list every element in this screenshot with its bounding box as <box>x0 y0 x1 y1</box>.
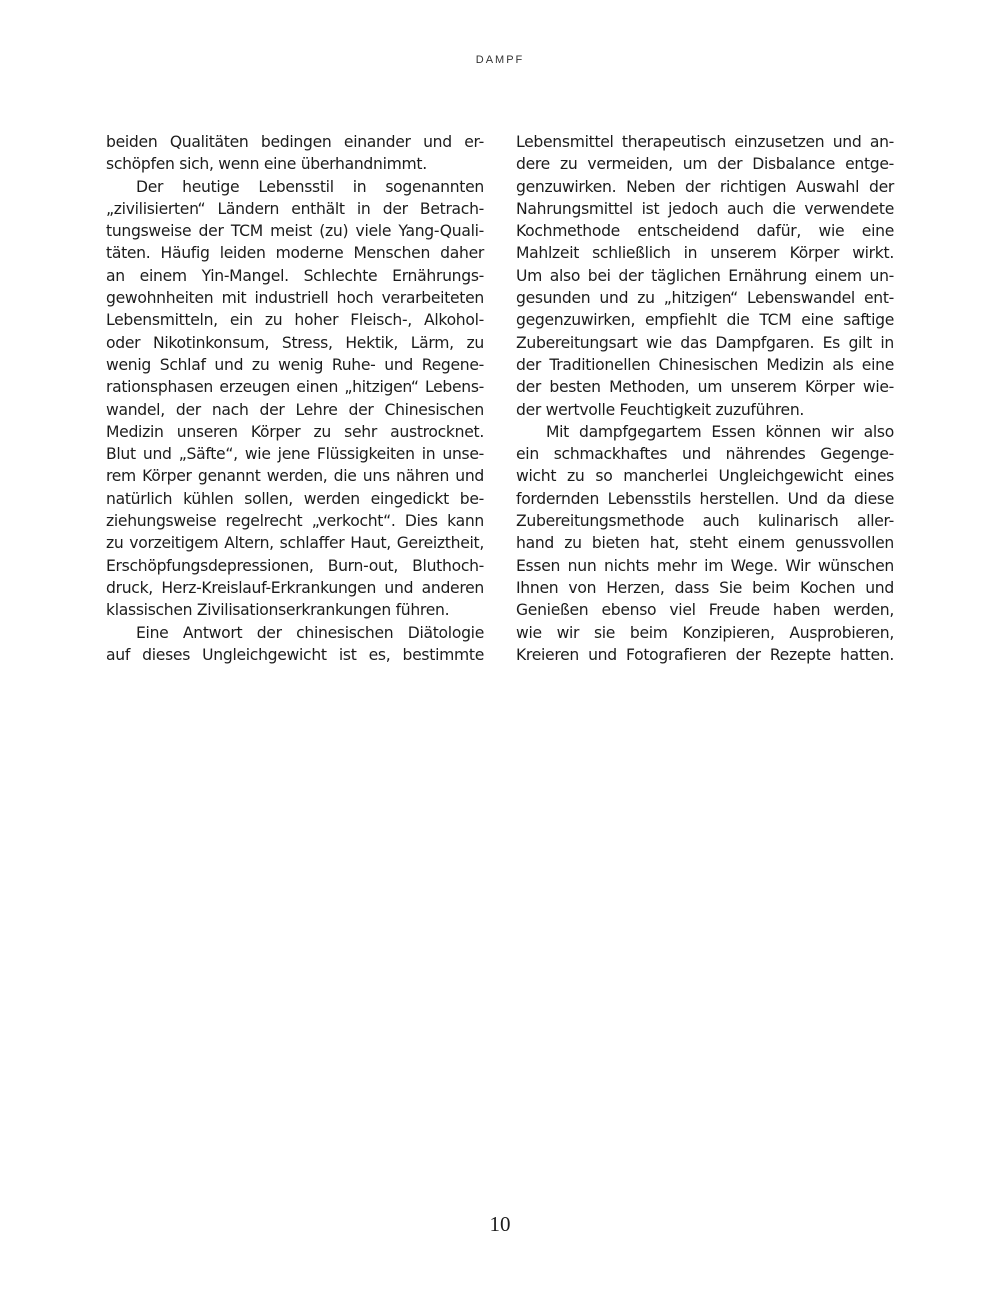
text-line: tungsweise der TCM meist (zu) viele Yang-Quali- <box>106 222 484 241</box>
page-number: 10 <box>489 1212 511 1236</box>
text-line: Zubereitungsart wie das Dampfgaren. Es gilt in <box>516 333 894 352</box>
text-line: Essen nun nichts mehr im Wege. Wir wünschen <box>516 556 894 575</box>
text-line: Kochmethode entscheidend dafür, wie eine <box>516 222 894 241</box>
text-line: druck, Herz-Kreislauf-Erkrankungen und anderen <box>106 578 484 597</box>
running-head: DAMPF <box>475 54 525 66</box>
text-line: zu vorzeitigem Altern, schlaffer Haut, Gereiztheit, <box>106 534 484 553</box>
text-line: ein schmackhaftes und nährendes Gegenge- <box>516 445 894 464</box>
text-line: Mahlzeit schließlich in unserem Körper wirkt. <box>516 244 894 263</box>
text-line: beiden Qualitäten bedingen einander und er- <box>106 133 484 151</box>
text-line: Um also bei der täglichen Ernährung einem un- <box>516 266 894 285</box>
text-line: oder Nikotinkonsum, Stress, Hektik, Lärm, zu <box>106 333 484 352</box>
text-line: Kreieren und Fotografieren der Rezepte hatten. <box>516 645 894 664</box>
text-line: Eine Antwort der chinesischen Diätologie <box>136 623 484 642</box>
text-line: der wertvolle Feuchtigkeit zuzuführen. <box>516 400 805 419</box>
text-line: Erschöpfungsdepressionen, Burn-out, Bluthoch- <box>106 556 484 575</box>
text-line: hand zu bieten hat, steht einem genussvollen <box>516 534 894 553</box>
text-line: Mit dampfgegartem Essen können wir also <box>546 422 894 441</box>
text-line: dere zu vermeiden, um der Disbalance entge- <box>516 155 894 174</box>
body-text-column-left <box>106 131 484 666</box>
text-line: an einem Yin-Mangel. Schlechte Ernährungs- <box>106 266 484 285</box>
text-line: gesunden und zu „hitzigen“ Lebenswandel ent- <box>516 289 894 308</box>
text-line: rationsphasen erzeugen einen „hitzigen“ Lebens- <box>106 378 484 397</box>
text-line: Nahrungsmittel ist jedoch auch die verwendete <box>516 199 894 218</box>
text-line: Lebensmitteln, ein zu hoher Fleisch-, Alkohol- <box>106 311 484 330</box>
text-line: der besten Methoden, um unserem Körper wie- <box>516 378 894 397</box>
text-line: klassischen Zivilisationserkrankungen führen. <box>106 601 450 620</box>
text-line: wie wir sie beim Konzipieren, Ausprobieren, <box>516 623 894 642</box>
text-line: natürlich kühlen sollen, werden eingedickt be- <box>106 489 484 508</box>
text-line: Ihnen von Herzen, dass Sie beim Kochen und <box>516 578 894 597</box>
text-line: gewohnheiten mit industriell hoch verarbeiteten <box>106 289 484 308</box>
text-line: ziehungsweise regelrecht „verkocht“. Dies kann <box>106 512 484 531</box>
text-line: wicht zu so mancherlei Ungleichgewicht eines <box>516 467 894 486</box>
text-line: genzuwirken. Neben der richtigen Auswahl der <box>516 177 894 196</box>
text-line: Der heutige Lebensstil in sogenannten <box>136 177 484 196</box>
text-line: Medizin unseren Körper zu sehr austrocknet. <box>106 422 484 441</box>
text-line: Zubereitungsmethode auch kulinarisch aller- <box>516 512 894 531</box>
text-line: wenig Schlaf und zu wenig Ruhe- und Regene- <box>106 355 484 374</box>
text-line: gegenzuwirken, empfiehlt die TCM eine saftige <box>516 311 894 330</box>
text-line: täten. Häufig leiden moderne Menschen daher <box>106 244 484 263</box>
body-text-column-right <box>516 131 894 666</box>
text-line: „zivilisierten“ Ländern enthält in der Betrach- <box>106 199 484 218</box>
text-line: Blut und „Säfte“, wie jene Flüssigkeiten in unse- <box>106 445 484 464</box>
text-line: wandel, der nach der Lehre der Chinesischen <box>106 400 484 419</box>
text-line: der Traditionellen Chinesischen Medizin als eine <box>516 355 894 374</box>
text-line: schöpfen sich, wenn eine überhandnimmt. <box>106 155 427 174</box>
text-line: Lebensmittel therapeutisch einzusetzen und an- <box>516 133 894 151</box>
text-line: auf dieses Ungleichgewicht ist es, bestimmte <box>106 645 484 664</box>
text-line: rem Körper genannt werden, die uns nähren und <box>106 467 484 486</box>
text-line: fordernden Lebensstils herstellen. Und da diese <box>516 489 894 508</box>
text-line: Genießen ebenso viel Freude haben werden, <box>516 601 894 620</box>
